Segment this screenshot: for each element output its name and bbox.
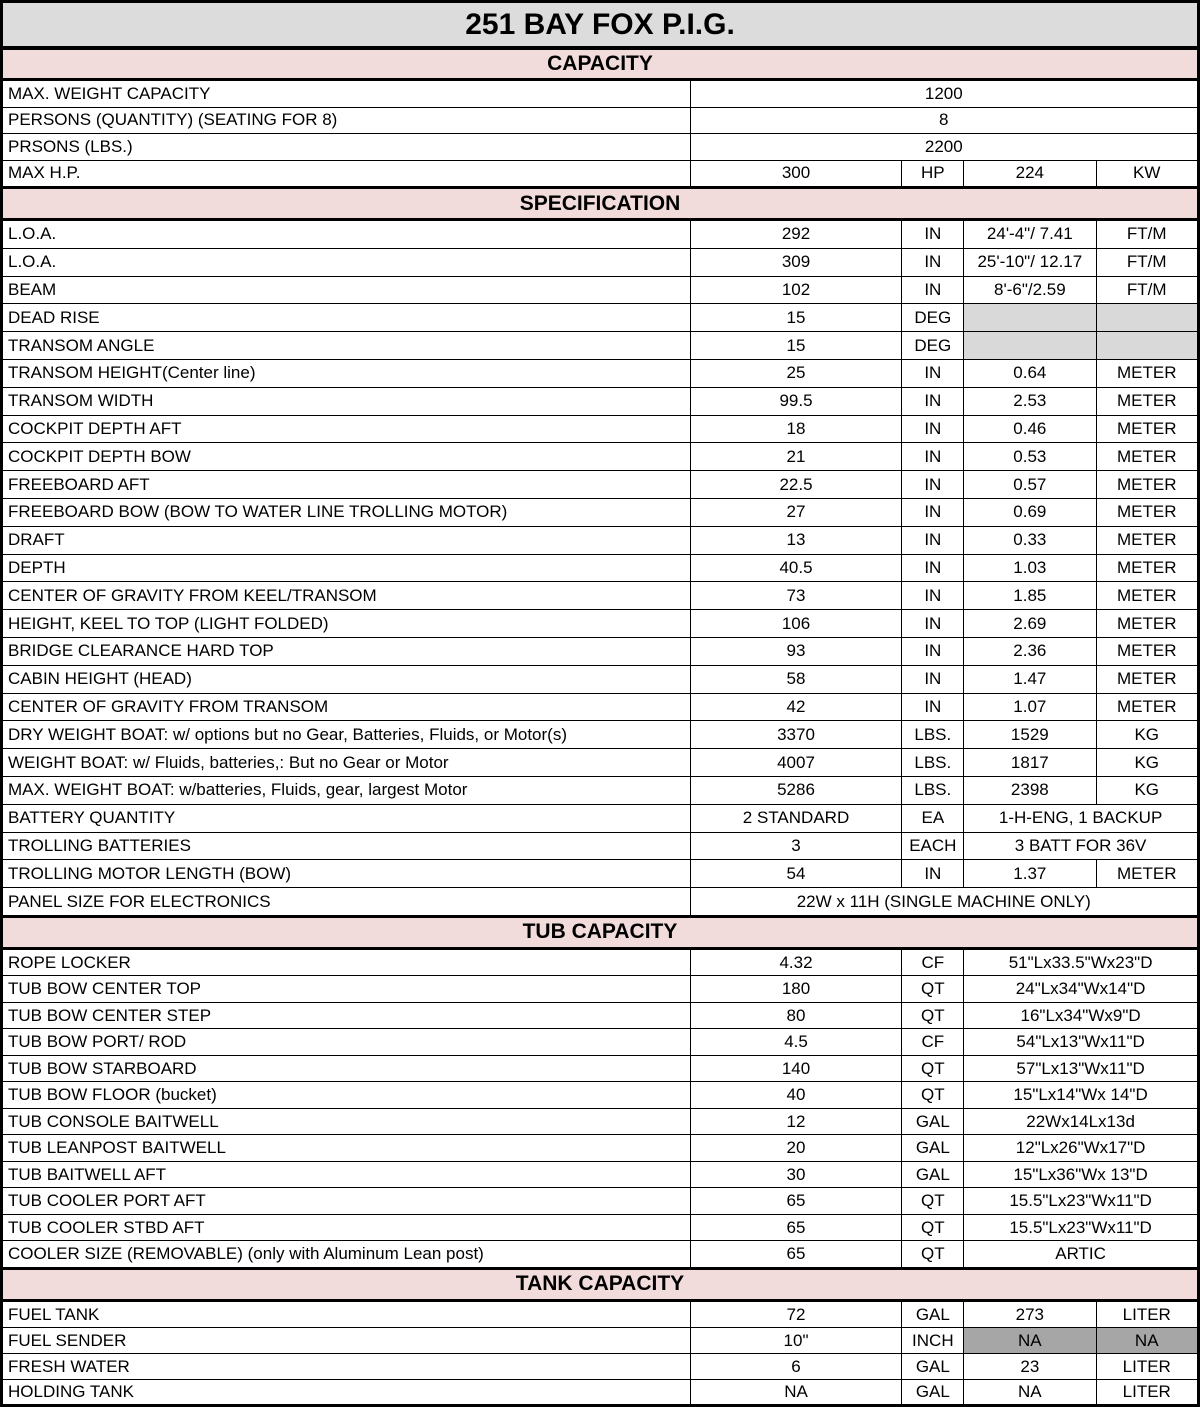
row-value: 22.5 [691,471,903,498]
row-label: FRESH WATER [3,1354,691,1379]
row-unit: GAL [902,1302,964,1327]
row-converted-unit [1097,332,1197,359]
row-label: CABIN HEIGHT (HEAD) [3,666,691,693]
row-label: CENTER OF GRAVITY FROM KEEL/TRANSOM [3,582,691,609]
row-unit: CF [902,950,964,976]
row-value: 2 STANDARD [691,805,903,832]
row-value: 6 [691,1354,903,1379]
row-value: 180 [691,976,903,1002]
row-unit: IN [902,582,964,609]
table-row [0,721,1200,749]
row-converted-value: 24"Lx34"Wx14"D [1015,979,1146,999]
row-converted-value: 23 [964,1354,1096,1379]
row-converted-value: 2.53 [964,388,1096,415]
row-label: TROLLING MOTOR LENGTH (BOW) [3,860,691,887]
row-converted-unit: FT/M [1126,224,1167,244]
row-label: HEIGHT, KEEL TO TOP (LIGHT FOLDED) [3,610,691,637]
row-label: TUB BOW STARBOARD [3,1056,691,1082]
row-converted-unit: METER [1116,585,1177,605]
row-converted-value: 1817 [964,749,1096,776]
table-row [0,277,1200,305]
table-row [0,638,1200,666]
table-row [0,888,1200,916]
row-converted-unit [1097,304,1197,331]
row-label: TUB COOLER STBD AFT [3,1215,691,1241]
row-converted-value: NA [964,1328,1096,1353]
row-value: 1200 [924,83,963,103]
row-label: TUB BOW CENTER TOP [3,976,691,1002]
section-heading-specification: SPECIFICATION [0,187,1200,221]
row-converted-unit: METER [1116,863,1177,883]
row-label: FUEL SENDER [3,1328,691,1353]
row-converted-value: 25'-10"/ 12.17 [964,249,1096,276]
row-converted-unit: METER [1116,557,1177,577]
row-value: 4007 [691,749,903,776]
row-value: 5286 [691,777,903,804]
row-converted-value: 0.46 [964,416,1096,443]
row-converted-unit: NA [1097,1328,1197,1353]
row-value: 72 [691,1302,903,1327]
row-converted-unit: KW [1133,163,1161,183]
row-unit: QT [902,1241,964,1267]
table-row [0,950,1200,977]
row-unit: IN [902,277,964,304]
row-value: 3370 [691,721,903,748]
row-label: HOLDING TANK [3,1380,691,1403]
row-label: MAX. WEIGHT BOAT: w/batteries, Fluids, gear, largest Motor [3,777,691,804]
row-value: 65 [691,1188,903,1214]
section-heading-capacity: CAPACITY [0,47,1200,81]
row-unit: HP [902,161,964,187]
table-row [0,471,1200,499]
row-unit: IN [902,499,964,526]
row-label: TRANSOM HEIGHT(Center line) [3,360,691,387]
row-unit: INCH [902,1328,964,1353]
row-value: 27 [691,499,903,526]
row-converted-unit: METER [1116,669,1177,689]
row-converted-value: 8'-6"/2.59 [964,277,1096,304]
row-unit: IN [902,555,964,582]
row-value: 65 [691,1215,903,1241]
table-row [0,332,1200,360]
table-row [0,1241,1200,1268]
row-label: L.O.A. [3,249,691,276]
row-unit: GAL [902,1354,964,1379]
table-row [0,1109,1200,1136]
row-value: 106 [691,610,903,637]
row-unit: DEG [902,304,964,331]
row-label: TUB LEANPOST BAITWELL [3,1135,691,1161]
row-value: 42 [691,694,903,721]
row-value: 300 [691,161,903,187]
row-label: TRANSOM ANGLE [3,332,691,359]
row-converted-value: 0.53 [964,443,1096,470]
row-label: L.O.A. [3,221,691,248]
table-row [0,443,1200,471]
table-row [0,1328,1200,1354]
row-value: NA [691,1380,903,1403]
row-converted-value: 0.64 [964,360,1096,387]
row-value: 73 [691,582,903,609]
row-unit: IN [902,610,964,637]
row-label: DRAFT [3,527,691,554]
row-converted-unit: METER [1116,530,1177,550]
table-row [0,1003,1200,1030]
table-row [0,833,1200,861]
row-label: TUB BAITWELL AFT [3,1162,691,1188]
row-unit: IN [902,221,964,248]
row-converted-unit: LITER [1122,1356,1171,1376]
row-label: COOLER SIZE (REMOVABLE) (only with Aluminum Lean post) [3,1241,691,1267]
table-row [0,161,1200,188]
row-converted-value: ARTIC [1055,1244,1106,1264]
table-row [0,666,1200,694]
row-value: 10" [691,1328,903,1353]
row-value: 93 [691,638,903,665]
row-converted-value: 0.69 [964,499,1096,526]
row-unit: GAL [902,1109,964,1135]
row-label: FUEL TANK [3,1302,691,1327]
row-value: 309 [691,249,903,276]
row-value: 22W x 11H (SINGLE MACHINE ONLY) [796,891,1091,911]
row-label: WEIGHT BOAT: w/ Fluids, batteries,: But no Gear or Motor [3,749,691,776]
row-label: FREEBOARD BOW (BOW TO WATER LINE TROLLING MOTOR) [3,499,691,526]
table-row [0,610,1200,638]
row-label: CENTER OF GRAVITY FROM TRANSOM [3,694,691,721]
row-unit: IN [902,666,964,693]
row-unit: QT [902,1003,964,1029]
row-converted-value: 51"Lx33.5"Wx23"D [1008,952,1153,972]
row-converted-unit: METER [1116,446,1177,466]
row-unit: LBS. [902,777,964,804]
row-label: TUB BOW PORT/ ROD [3,1029,691,1055]
row-value: 140 [691,1056,903,1082]
row-label: PRSONS (LBS.) [3,134,691,160]
row-label: DRY WEIGHT BOAT: w/ options but no Gear, Batteries, Fluids, or Motor(s) [3,721,691,748]
row-unit: QT [902,976,964,1002]
row-converted-value: 15.5"Lx23"Wx11"D [1009,1217,1152,1237]
row-unit: GAL [902,1135,964,1161]
row-value: 18 [691,416,903,443]
row-value: 4.32 [691,950,903,976]
row-value: 20 [691,1135,903,1161]
table-row [0,134,1200,161]
row-unit: IN [902,443,964,470]
row-value: 15 [691,332,903,359]
table-row [0,81,1200,108]
row-value: 4.5 [691,1029,903,1055]
table-row [0,749,1200,777]
row-converted-value [964,332,1096,359]
section-heading-tank-capacity: TANK CAPACITY [0,1268,1200,1302]
table-row [0,1082,1200,1109]
row-label: TRANSOM WIDTH [3,388,691,415]
row-converted-value: 273 [964,1302,1096,1327]
row-unit: IN [902,416,964,443]
table-row [0,1056,1200,1083]
table-row [0,1380,1200,1406]
table-row [0,1029,1200,1056]
row-label: BEAM [3,277,691,304]
row-label: DEPTH [3,555,691,582]
row-label: TUB COOLER PORT AFT [3,1188,691,1214]
row-converted-value: 2398 [964,777,1096,804]
row-label: TUB BOW FLOOR (bucket) [3,1082,691,1108]
row-unit: QT [902,1188,964,1214]
row-converted-value: 0.33 [964,527,1096,554]
row-label: TUB CONSOLE BAITWELL [3,1109,691,1135]
row-label: PANEL SIZE FOR ELECTRONICS [3,888,691,915]
sections-container [0,47,1200,1407]
row-converted-value: 3 BATT FOR 36V [1014,835,1147,855]
row-unit: LBS. [902,749,964,776]
table-row [0,976,1200,1003]
row-value: 15 [691,304,903,331]
row-label: FREEBOARD AFT [3,471,691,498]
table-row [0,1188,1200,1215]
row-value: 54 [691,860,903,887]
row-label: MAX H.P. [3,161,691,187]
row-converted-unit: FT/M [1126,252,1167,272]
row-converted-value: 12"Lx26"Wx17"D [1015,1138,1146,1158]
table-row [0,1135,1200,1162]
row-value: 292 [691,221,903,248]
row-unit: IN [902,527,964,554]
row-label: ROPE LOCKER [3,950,691,976]
row-unit: IN [902,860,964,887]
row-label: COCKPIT DEPTH BOW [3,443,691,470]
row-unit: QT [902,1056,964,1082]
row-value: 58 [691,666,903,693]
row-unit: IN [902,694,964,721]
row-converted-unit: LITER [1122,1304,1171,1324]
row-converted-value: 54"Lx13"Wx11"D [1016,1032,1145,1052]
row-unit: QT [902,1082,964,1108]
row-converted-value: 224 [964,161,1096,187]
table-row [0,582,1200,610]
table-row [0,360,1200,388]
table-row [0,527,1200,555]
row-value: 102 [691,277,903,304]
row-converted-value: 15"Lx14"Wx 14"D [1013,1085,1148,1105]
row-converted-value: 1529 [964,721,1096,748]
row-converted-value: 1.85 [964,582,1096,609]
section-heading-tub-capacity: TUB CAPACITY [0,916,1200,950]
row-converted-unit: METER [1116,502,1177,522]
table-row [0,1354,1200,1380]
table-row [0,777,1200,805]
row-value: 13 [691,527,903,554]
row-unit: GAL [902,1162,964,1188]
row-unit: IN [902,638,964,665]
row-converted-value [964,304,1096,331]
row-converted-unit: METER [1116,418,1177,438]
row-label: COCKPIT DEPTH AFT [3,416,691,443]
row-converted-value: 15"Lx36"Wx 13"D [1013,1164,1148,1184]
row-converted-value: 2.69 [964,610,1096,637]
row-value: 25 [691,360,903,387]
row-value: 80 [691,1003,903,1029]
table-row [0,1215,1200,1242]
table-row [0,416,1200,444]
row-unit: DEG [902,332,964,359]
row-value: 12 [691,1109,903,1135]
row-converted-value: 24'-4"/ 7.41 [964,221,1096,248]
sheet-title: 251 BAY FOX P.I.G. [0,0,1200,47]
row-converted-value: 16"Lx34"Wx9"D [1020,1005,1141,1025]
table-row [0,860,1200,888]
table-row [0,499,1200,527]
table-row [0,304,1200,332]
row-label: TUB BOW CENTER STEP [3,1003,691,1029]
table-row [0,555,1200,583]
row-converted-unit: METER [1116,641,1177,661]
table-row [0,388,1200,416]
row-converted-unit: KG [1134,724,1160,744]
row-converted-value: 1.37 [964,860,1096,887]
row-value: 2200 [924,136,963,156]
table-row [0,694,1200,722]
table-row [0,108,1200,135]
table-row [0,805,1200,833]
row-label: MAX. WEIGHT CAPACITY [3,81,691,107]
row-unit: CF [902,1029,964,1055]
row-unit: IN [902,360,964,387]
row-converted-unit: METER [1116,613,1177,633]
row-label: BRIDGE CLEARANCE HARD TOP [3,638,691,665]
row-unit: IN [902,388,964,415]
row-converted-value: 1.47 [964,666,1096,693]
row-unit: EA [902,805,964,832]
row-converted-unit: FT/M [1126,279,1167,299]
row-value: 99.5 [691,388,903,415]
row-converted-value: 22Wx14Lx13d [1026,1111,1135,1131]
row-converted-unit: KG [1134,780,1160,800]
row-converted-unit: LITER [1122,1382,1171,1402]
row-label: TROLLING BATTERIES [3,833,691,860]
row-unit: IN [902,471,964,498]
row-converted-value: 2.36 [964,638,1096,665]
table-row [0,221,1200,249]
row-value: 40 [691,1082,903,1108]
row-label: BATTERY QUANTITY [3,805,691,832]
row-converted-unit: METER [1116,474,1177,494]
row-converted-unit: METER [1116,696,1177,716]
row-converted-value: 1.07 [964,694,1096,721]
row-unit: EACH [902,833,964,860]
row-value: 3 [691,833,903,860]
row-converted-value: 15.5"Lx23"Wx11"D [1009,1191,1152,1211]
row-unit: IN [902,249,964,276]
row-value: 40.5 [691,555,903,582]
row-label: DEAD RISE [3,304,691,331]
row-converted-value: 1.03 [964,555,1096,582]
row-converted-value: NA [964,1380,1096,1403]
row-value: 8 [939,110,949,130]
row-converted-unit: METER [1116,391,1177,411]
row-converted-value: 1-H-ENG, 1 BACKUP [998,808,1163,828]
table-row [0,1302,1200,1328]
row-value: 30 [691,1162,903,1188]
row-converted-unit: METER [1116,363,1177,383]
row-unit: GAL [902,1380,964,1403]
row-converted-unit: KG [1134,752,1160,772]
row-unit: QT [902,1215,964,1241]
table-row [0,249,1200,277]
row-unit: LBS. [902,721,964,748]
table-row [0,1162,1200,1189]
row-label: PERSONS (QUANTITY) (SEATING FOR 8) [3,108,691,134]
row-converted-value: 57"Lx13"Wx11"D [1016,1058,1145,1078]
row-value: 21 [691,443,903,470]
row-converted-value: 0.57 [964,471,1096,498]
row-value: 65 [691,1241,903,1267]
